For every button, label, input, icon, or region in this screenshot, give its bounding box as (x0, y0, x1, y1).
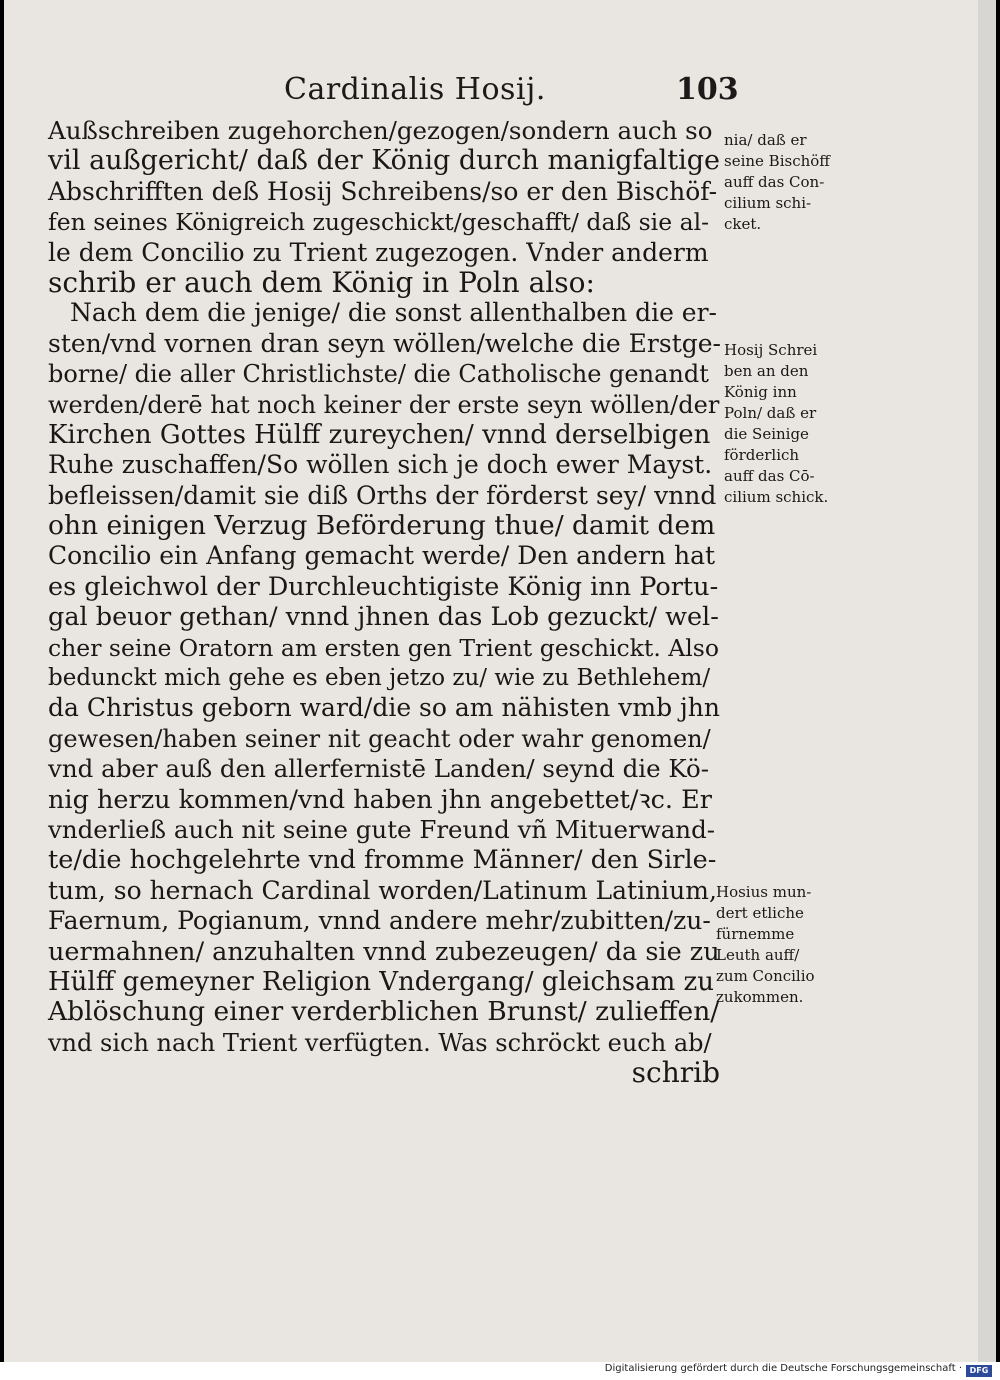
text-line: sten/vnd vornen dran seyn wöllen/welche die Erstge- (48, 328, 721, 358)
text-line: vil außgericht/ daß der König durch manigfaltige (48, 145, 720, 177)
funding-credit: Digitalisierung gefördert durch die Deutsche Forschungsgemeinschaft · (604, 1363, 962, 1374)
text-line: borne/ die aller Christlichste/ die Catholische genandt (48, 360, 709, 389)
text-line: cher seine Oratorn am ersten gen Trient geschickt. Also (48, 633, 720, 662)
margin-note-line: fürnemme (716, 925, 795, 943)
margin-note-bishops (724, 130, 858, 235)
text-line: Faernum, Pogianum, vnnd andere mehr/zubitten/zu- (48, 906, 711, 936)
text-line: vnd sich nach Trient verfügten. Was schröckt euch ab/ (48, 1028, 712, 1057)
margin-note-line: cilium schi- (724, 194, 812, 212)
margin-note-line: Hosij Schrei (724, 341, 818, 359)
text-line: Ablöschung einer verderblichen Brunst/ zulieffen/ (48, 996, 720, 1028)
page-header (4, 72, 978, 116)
text-line: werden/derē hat noch keiner der erste seyn wöllen/der (48, 390, 720, 419)
margin-note-line: dert etliche (716, 904, 804, 922)
text-line: Ruhe zuschaffen/So wöllen sich je doch ewer Mayst. (48, 450, 713, 480)
text-line: vnd aber auß den allerfernistē Landen/ seynd die Kö- (48, 754, 710, 784)
margin-note-line: cilium schick. (724, 488, 829, 506)
margin-note-line: seine Bischöff (724, 152, 830, 170)
text-line: tum, so hernach Cardinal worden/Latinum Latinium, (48, 875, 717, 905)
catchword: schrib (631, 1056, 720, 1090)
text-line: Nach dem die jenige/ die sonst allenthalben die er- (70, 298, 717, 328)
text-line: Außschreiben zugehorchen/gezogen/sondern auch so (48, 116, 713, 145)
text-line: uermahnen/ anzuhalten vnnd zubezeugen/ da sie zu (48, 936, 720, 967)
margin-note-line: König inn (724, 383, 797, 401)
dfg-logo-icon: DFG (966, 1365, 992, 1377)
text-line: Kirchen Gottes Hülff zureychen/ vnnd derselbigen (48, 419, 711, 450)
margin-note-line: cket. (724, 215, 762, 233)
text-line: ohn einigen Verzug Beförderung thue/ damit dem (48, 510, 716, 542)
margin-note-line: förderlich (724, 446, 800, 464)
margin-note-line: die Seinige (724, 425, 809, 443)
text-line: gal beuor gethan/ vnnd jhnen das Lob gezuckt/ wel- (48, 602, 719, 633)
text-line: Concilio ein Anfang gemacht werde/ Den andern hat (48, 541, 716, 571)
margin-note-line: Poln/ daß er (724, 404, 817, 422)
margin-note-line: zukommen. (716, 988, 804, 1006)
text-line: Abschrifften deß Hosij Schreibens/so er den Bischöf- (48, 176, 718, 206)
main-text-block (48, 116, 720, 1089)
margin-note-line: Leuth auff/ (716, 946, 800, 964)
margin-note-line: Hosius mun- (716, 883, 812, 901)
text-line: bedunckt mich gehe es eben jetzo zu/ wie zu Bethlehem/ (48, 665, 711, 692)
margin-note-line: ben an den (724, 362, 809, 380)
text-line: fen seines Königreich zugeschickt/geschafft/ daß sie al- (48, 208, 710, 237)
text-line: vnderließ auch nit seine gute Freund vñ Mituerwand- (48, 814, 716, 844)
text-line: befleissen/damit sie diß Orths der förderst sey/ vnnd (48, 480, 717, 510)
text-line: te/die hochgelehrte vnd fromme Männer/ den Sirle- (48, 845, 717, 876)
text-line: schrib er auch dem König in Poln also: (48, 265, 595, 299)
text-line: es gleichwol der Durchleuchtigiste König inn Portu- (48, 571, 719, 602)
page-number: 103 (676, 72, 739, 107)
margin-note-line: auff das Cō- (724, 467, 815, 485)
digitization-footer (0, 1362, 1000, 1380)
margin-note-line: auff das Con- (724, 173, 825, 191)
text-line: nig herzu kommen/vnd haben jhn angebettet/ꝛc. Er (48, 784, 712, 815)
margin-note-hosius (716, 882, 850, 1008)
text-line: da Christus geborn ward/die so am nähisten vmb jhn (48, 693, 720, 723)
book-page (4, 0, 996, 1362)
text-line: gewesen/haben seiner nit geacht oder wahr genomen/ (48, 724, 711, 753)
running-title: Cardinalis Hosij. (284, 72, 546, 107)
margin-note-letter-to-king (724, 340, 858, 508)
margin-note-line: nia/ daß er (724, 131, 807, 149)
margin-note-line: zum Concilio (716, 967, 815, 985)
text-line: Hülff gemeyner Religion Vndergang/ gleichsam zu (48, 966, 714, 997)
text-line: le dem Concilio zu Trient zugezogen. Vnder anderm (48, 237, 709, 267)
